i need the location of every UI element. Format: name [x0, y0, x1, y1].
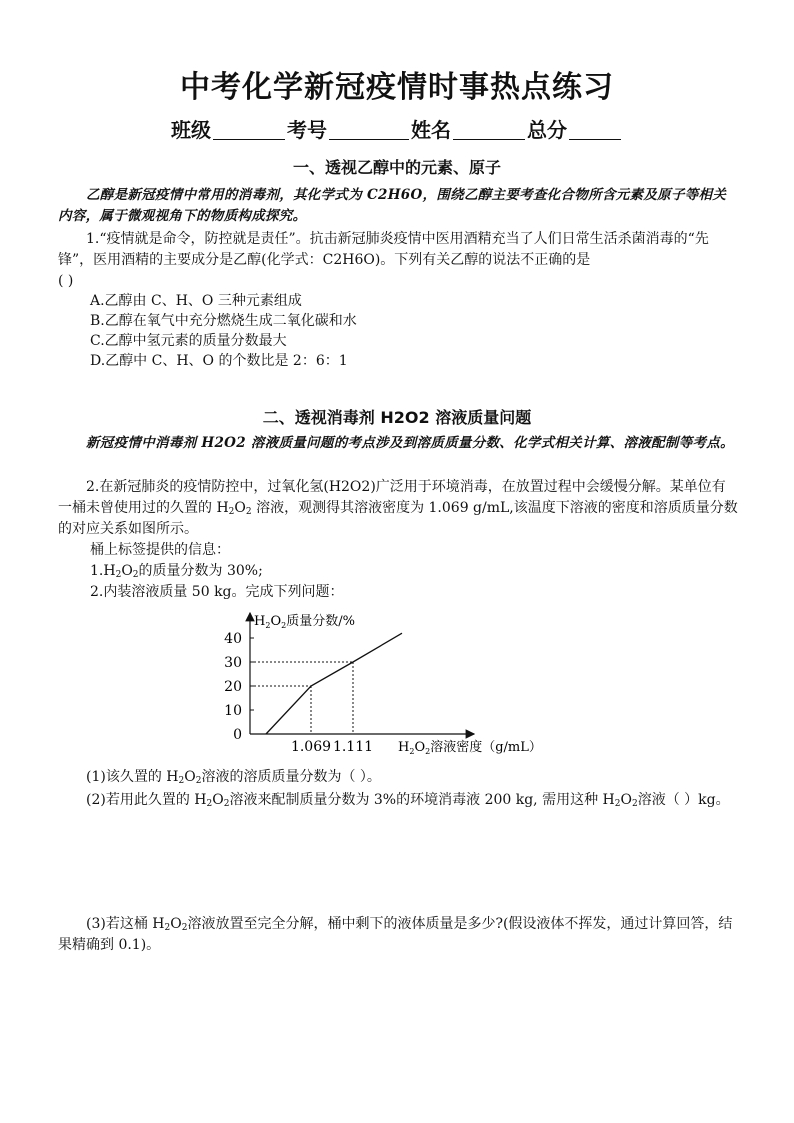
label1-text: 的质量分数为 30%; [138, 563, 263, 579]
student-info-line [0, 114, 794, 143]
h2o2-formula: $H_2O_2$ [602, 792, 638, 809]
name-blank[interactable] [453, 119, 525, 140]
number-label: 考号 [287, 118, 327, 142]
y-tick-label: 30 [224, 655, 242, 671]
q2-stem [58, 477, 738, 540]
section1-intro: 乙醇是新冠疫情中常用的消毒剂，其化学式为 C2H6O，围绕乙醇主要考查化合物所含元素及原子等相关内容，属于微观视角下的物质构成探究。 [58, 187, 727, 224]
y-tick-label: 40 [224, 631, 242, 647]
score-blank[interactable] [569, 119, 621, 140]
label-info-2: 2.内装溶液质量 50 kg。完成下列问题： [90, 584, 344, 600]
label-intro: 桶上标签提供的信息： [90, 542, 230, 558]
q1-option-b: B.乙醇在氧气中充分燃烧生成二氧化碳和水 [90, 313, 357, 329]
x-axis-label: $H_2O_2$溶液密度（g/mL） [398, 740, 542, 756]
sub3-pre: (3)若这桶 [86, 916, 153, 932]
q2-stem-part1: 2.在新冠肺炎的疫情防控中，过氧化氢(H2O2)广泛用于环境消毒，在放置过程中会缓慢分解。某单位有一桶未曾使用过的久置的 [58, 479, 726, 516]
series-line [266, 633, 402, 734]
q2-sub2 [58, 790, 738, 811]
sub2-pre: (2)若用此久置的 [86, 792, 195, 808]
q1-stem [58, 229, 738, 292]
section1-title: 一、透视乙醇中的元素、原子 [292, 158, 501, 177]
sub2-post[interactable]: 溶液（ ）kg。 [637, 792, 730, 808]
q2-sub3 [58, 914, 738, 956]
sub1-post[interactable]: 溶液的溶质质量分数为（ ）。 [201, 769, 381, 785]
label-info-1 [90, 561, 263, 581]
h2o2-formula: $H_2O_2$ [103, 563, 139, 580]
q1-option-d: D.乙醇中 C、H、O 的个数比是 2：6：1 [90, 353, 348, 369]
sub3-post: 溶液放置至完全分解，桶中剩下的液体质量是多少?(假设液体不挥发，通过计算回答，结果精确到 0.1)。 [58, 916, 733, 953]
h2o2-formula: $H_2O_2$ [216, 500, 252, 517]
q2-stem-part2: 溶液，观测得其溶液密度为 1.069 g/mL,该温度下溶液的密度和溶质质量分数的对应关系如图所示。 [58, 500, 738, 537]
number-blank[interactable] [329, 119, 409, 140]
q1-answer-paren[interactable]: ( ) [58, 273, 74, 289]
h2o2-formula: $H_2O_2$ [194, 792, 230, 809]
h2o2-formula: $H_2O_2$ [166, 769, 202, 786]
q2-sub1 [58, 767, 738, 788]
y-tick-label: 20 [224, 679, 242, 695]
x-tick-label: 1.069 [290, 739, 332, 755]
class-label: 班级 [171, 118, 211, 142]
name-label: 姓名 [411, 118, 451, 142]
page-title: 中考化学新冠疫情时事热点练习 [180, 70, 614, 105]
h2o2-formula: $H_2O_2$ [152, 916, 188, 933]
sub2-mid: 溶液来配制质量分数为 3%的环境消毒液 200 kg, 需用这种 [229, 792, 603, 808]
section2-title: 二、透视消毒剂 H2O2 溶液质量问题 [262, 408, 532, 427]
section2-intro: 新冠疫情中消毒剂 H2O2 溶液质量问题的考点涉及到溶质质量分数、化学式相关计算、溶液配制等考点。 [86, 435, 734, 451]
x-tick-label: 1.111 [332, 739, 374, 755]
y-tick-label: 10 [224, 703, 242, 719]
sub1-pre: (1)该久置的 [86, 769, 167, 785]
class-blank[interactable] [213, 119, 285, 140]
q1-option-a: A.乙醇由 C、H、O 三种元素组成 [90, 293, 302, 309]
y-axis-label: $H_2O_2$质量分数/% [254, 614, 355, 630]
q1-stem-text: 1.“疫情就是命令，防控就是责任”。抗击新冠肺炎疫情中医用酒精充当了人们日常生活杀菌消毒的“先锋”，医用酒精的主要成分是乙醇(化学式：C2H6O)。下列有关乙醇的说法不正确的是 [58, 231, 709, 268]
density-concentration-chart [212, 603, 562, 758]
score-label: 总分 [527, 118, 567, 142]
q1-option-c: C.乙醇中氢元素的质量分数最大 [90, 333, 287, 349]
y-tick-label: 0 [233, 727, 242, 743]
label1-number: 1. [90, 563, 104, 579]
